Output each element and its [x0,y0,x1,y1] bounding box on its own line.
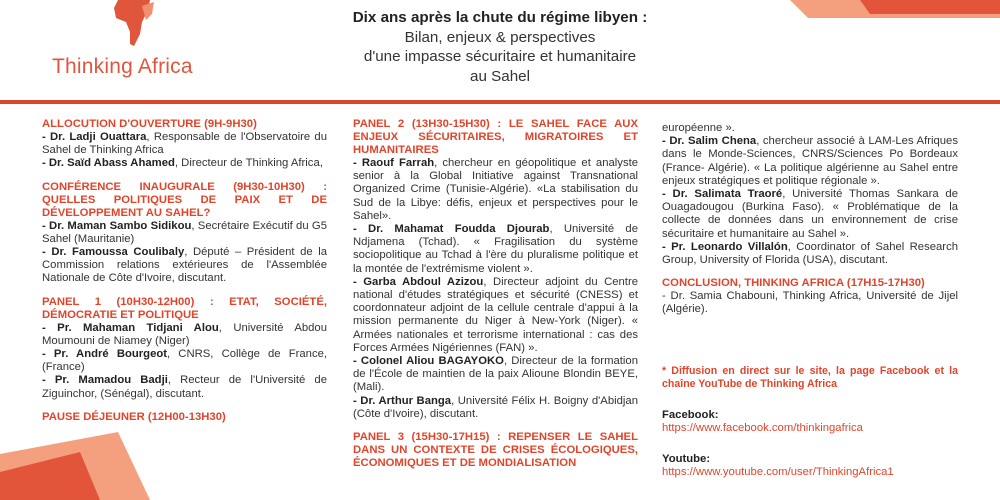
speaker-item [662,135,958,188]
section-heading: CONFÉRENCE INAUGURALE (9H30-10H30) : QUELLES POLITIQUES DE PAIX ET DE DÉVELOPPEMENT AU SAHEL? [42,180,327,219]
speaker-item [353,276,638,355]
speaker-item [353,355,638,395]
speaker-item [42,348,327,374]
speaker-name: - Pr. Leonardo Villalón [662,240,788,253]
youtube-link[interactable]: https://www.youtube.com/user/ThinkingAfrica1 [662,466,894,479]
speaker-item [42,157,327,170]
speaker-item: - Dr. Samia Chabouni, Thinking Africa, Université de Jijel (Algérie). [662,290,958,316]
speaker-detail: , chercheur en géopolitique et analyste senior à la Global Initiative against Transnational Organized Crime (Tunisie-Algérie). «La stabilisation du Sud de la Libye: défis, enjeux et perspectives pour le Sahel». [353,157,639,222]
speaker-detail: , CNRS, Collège de France, (France) [42,348,328,374]
speaker-detail: , Responsable de l'Observatoire du Sahel de Thinking Africa [42,131,327,157]
speaker-name: - Dr. Arthur Banga [353,394,452,407]
speaker-name: - Pr. Mamadou Badji [42,374,168,387]
speaker-detail: , Directeur de Thinking Africa, [174,157,323,170]
speaker-name: - Colonel Aliou BAGAYOKO [353,355,504,368]
speaker-detail: , Secrétaire Exécutif du G5 Sahel (Mauritanie) [42,219,327,245]
speaker-name: - Pr. André Bourgeot [42,348,168,361]
speaker-name: - Dr. Famoussa Coulibaly [42,246,185,259]
program-column-2 [353,118,638,480]
speaker-name: - Dr. Salim Chena [662,135,757,148]
section-panel-2 [353,118,638,421]
speaker-item [42,322,327,348]
speaker-item [353,223,638,276]
section-heading: PAUSE DÉJEUNER (12H00-13H30) [42,410,226,423]
speaker-detail: , Université de Ndjamena (Tchad). « Fragilisation du système sociopolitique au Tchad à l'ère du pluralisme politique et la montée de l'extrémisme violent ». [353,223,638,275]
section-heading: PANEL 1 (10H30-12H00) : ETAT, SOCIÉTÉ, DÉMOCRATIE ET POLITIQUE [42,295,327,321]
title-line: Dix ans après la chute du régime libyen : [352,9,648,26]
africa-map-icon [112,0,156,48]
program-column-1 [42,118,327,434]
speaker-detail: , Université Abdou Moumouni de Niamey (Niger) [42,321,327,347]
speaker-item [42,220,327,246]
speaker-name: - Dr. Ladji Ouattara [42,131,147,143]
title-line: d'une impasse sécuritaire et humanitaire [363,48,637,65]
speaker-detail: , Recteur de l'Université de Ziguinchor, (Sénégal), discutant. [42,374,327,400]
speaker-name: - Pr. Mahaman Tidjani Alou [42,321,219,334]
speaker-item [353,157,638,223]
facebook-label: Facebook: [662,408,719,421]
speaker-item [42,374,327,400]
speaker-name: - Dr. Salimata Traoré [662,188,783,201]
corner-decoration [0,432,150,500]
title-line: au Sahel [470,67,530,85]
speaker-detail: , Directeur de la formation de l'École de maintien de la paix Alioune Blondin BEYE, (Mali). [353,355,638,394]
speaker-detail: , Député – Président de la Commission relations extérieures de l'Assemblée Nationale de Côte d'Ivoire, discutant. [42,246,327,285]
broadcast-note: * Diffusion en direct sur le site, la page Facebook et la chaîne YouTube de Thinking Africa [662,364,958,390]
speaker-detail: , Directeur adjoint du Centre national d'études stratégiques et sécurité (CNESS) et coordonnateur adjoint de la cellule centrale d'appui à la mission permanente du Niger à New-York (Niger). « Armées nationales et terrorisme international : cas des Forces Armées Nigériennes (FAN) ». [353,275,638,354]
speaker-item [42,131,327,157]
section-heading: PANEL 3 (15H30-17H15) : REPENSER LE SAHEL DANS UN CONTEXTE DE CRISES ÉCOLOGIQUES, ÉCONOMIQUES ET DE MONDIALISATION [353,431,638,470]
speaker-name: - Raouf Farrah [353,157,435,169]
section-opening [42,118,327,171]
page-title [310,8,690,86]
section-panel-3 [353,431,638,470]
section-heading: PANEL 2 (13H30-15H30) : LE SAHEL FACE AUX ENJEUX SÉCURITAIRES, MIGRATOIRES ET HUMANITAIRES [353,118,638,156]
speaker-item [662,188,958,241]
title-line: Bilan, enjeux & perspectives [404,28,596,46]
continued-text: européenne ». [662,122,735,134]
speaker-detail: , Université Thomas Sankara de Ouagadougou (Burkina Faso). « Problématique de la collecte de données dans un environnement de crise sécuritaire et humanitaire au Sahel ». [662,188,958,240]
section-conclusion [662,277,958,316]
speaker-name: - Dr. Mahamat Foudda Djourab [353,223,550,236]
section-panel-1 [42,296,327,401]
section-keynote [42,181,327,286]
speaker-item [353,395,638,421]
logo-name: Thinking Africa [52,55,193,78]
program-column-3 [662,122,958,479]
speaker-detail: , Coordinator of Sahel Research Group, University of Florida (USA), discutant. [662,240,959,267]
speaker-item [42,246,327,286]
youtube-label: Youtube: [662,453,711,466]
speaker-name: - Dr. Saïd Abass Ahamed [42,157,175,170]
section-heading: CONCLUSION, THINKING AFRICA (17H15-17H30) [662,277,925,290]
section-panel-3-continued [662,122,958,267]
section-heading: ALLOCUTION D'OUVERTURE (9H-9H30) [42,118,257,130]
facebook-link[interactable]: https://www.facebook.com/thinkingafrica [662,421,863,434]
section-lunch [42,411,327,424]
speaker-detail: , chercheur associé à LAM-Les Afriques dans le Monde-Sciences, CNRS/Sciences Po Bordeaux (France- Algérie). « La politique algérienne au Sahel entre enjeux stratégiques et politique régionale ». [662,135,958,187]
speaker-item [662,241,958,267]
speaker-name: - Dr. Maman Sambo Sidikou [42,219,192,232]
corner-decoration [750,0,1000,18]
speaker-detail: , Université Félix H. Boigny d'Abidjan (Côte d'Ivoire), discutant. [353,394,638,420]
divider [0,100,1000,104]
speaker-name: - Garba Abdoul Azizou [353,275,484,288]
